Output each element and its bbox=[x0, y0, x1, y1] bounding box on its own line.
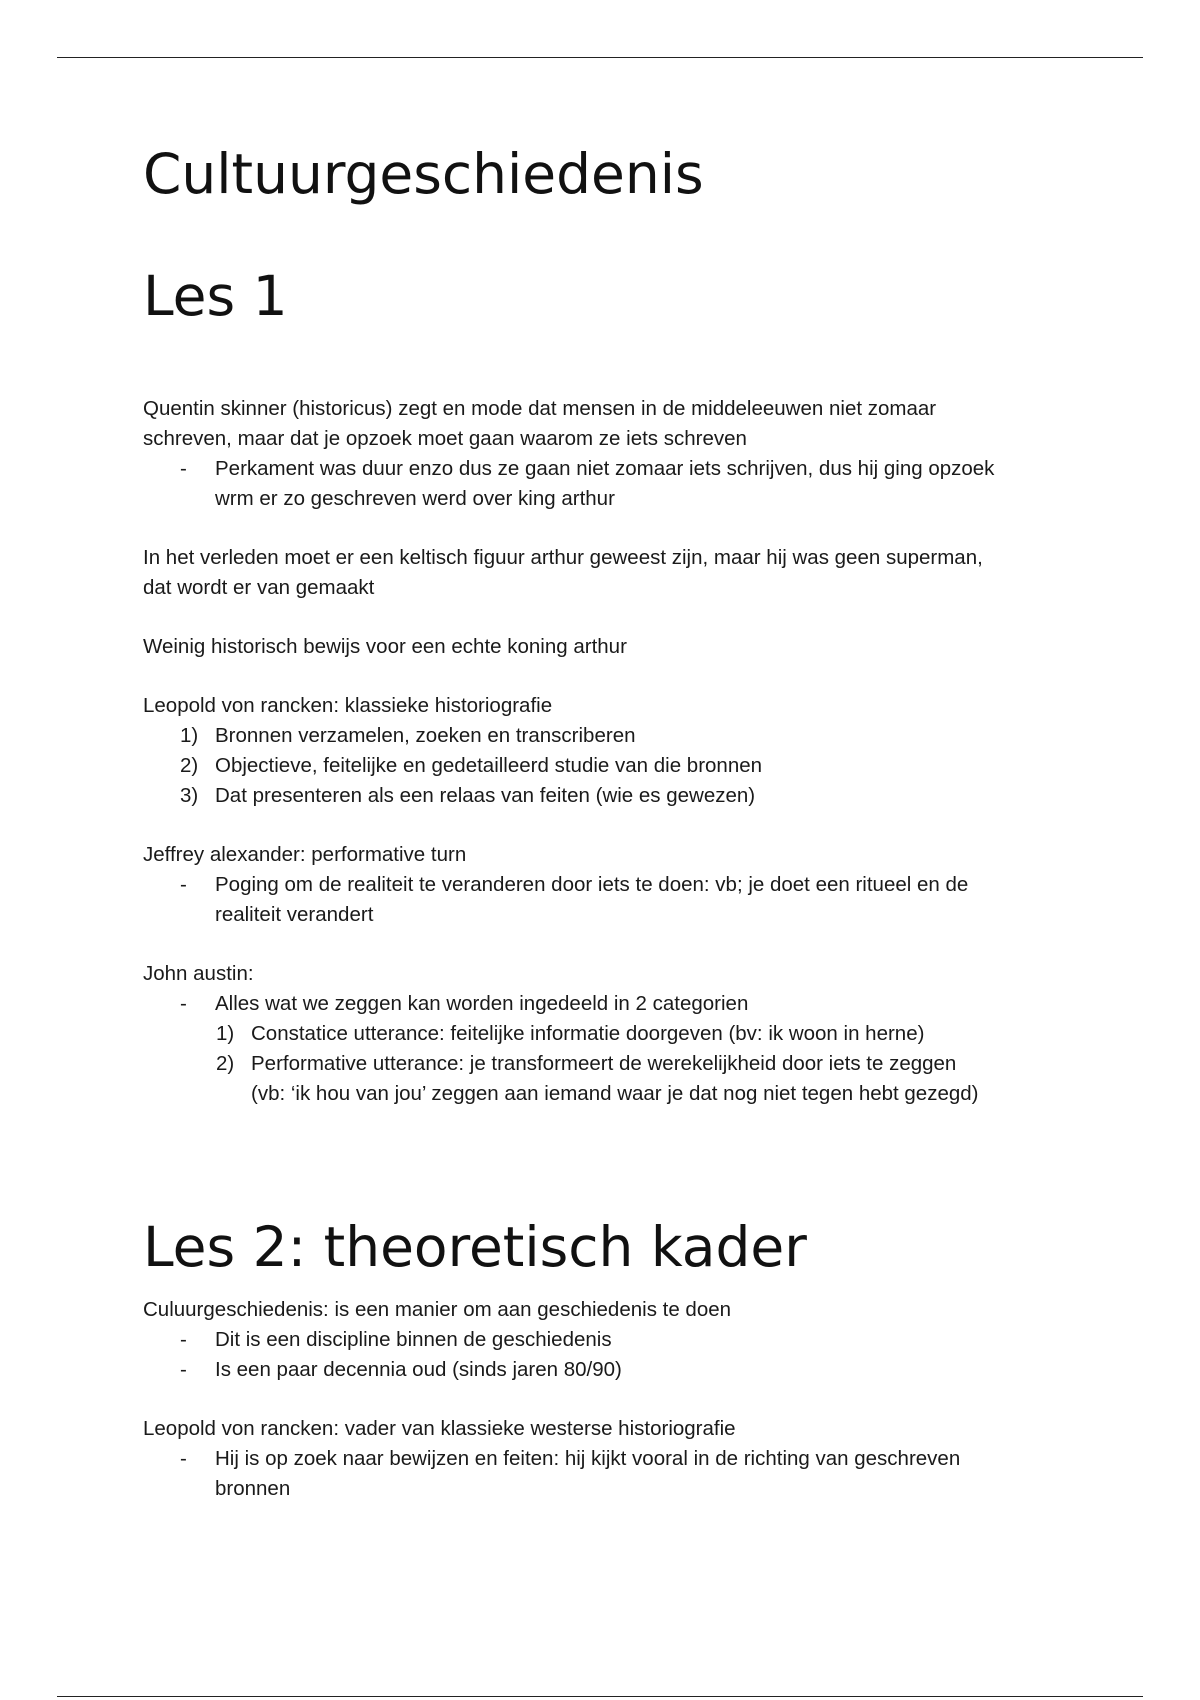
list-item-text: Dat presenteren als een relaas van feiten (wie es gewezen) bbox=[215, 784, 756, 807]
list-item-text: Hij is op zoek naar bewijzen en feiten: hij kijkt vooral in de richting van geschreven bbox=[215, 1447, 961, 1470]
dash-marker: - bbox=[180, 992, 187, 1015]
dash-marker: - bbox=[180, 873, 187, 896]
numbered-sublist bbox=[143, 1019, 1063, 1109]
list-item bbox=[143, 751, 1063, 781]
list-item bbox=[143, 781, 1063, 811]
list-item-text: Poging om de realiteit te veranderen door iets te doen: vb; je doet een ritueel en de bbox=[215, 873, 969, 896]
paragraph-rancken bbox=[143, 691, 1063, 811]
number-marker: 2) bbox=[180, 754, 199, 777]
list-item-text: (vb: ‘ik hou van jou’ zeggen aan iemand waar je dat nog niet tegen hebt gezegd) bbox=[251, 1082, 979, 1105]
list-item-text: realiteit verandert bbox=[215, 903, 374, 926]
list-item bbox=[143, 989, 1063, 1019]
bullet-list bbox=[143, 454, 1063, 514]
list-item bbox=[143, 870, 1063, 930]
top-rule bbox=[57, 57, 1143, 58]
bullet-list bbox=[143, 1444, 1063, 1504]
paragraph-bewijs bbox=[143, 632, 1063, 662]
paragraph-line: In het verleden moet er een keltisch figuur arthur geweest zijn, maar hij was geen superman, bbox=[143, 546, 983, 569]
paragraph-keltisch bbox=[143, 543, 1063, 603]
list-item-text: Objectieve, feitelijke en gedetailleerd studie van die bronnen bbox=[215, 754, 763, 777]
paragraph-line: Culuurgeschiedenis: is een manier om aan geschiedenis te doen bbox=[143, 1298, 732, 1321]
bullet-list bbox=[143, 1325, 1063, 1385]
paragraph-line: Weinig historisch bewijs voor een echte koning arthur bbox=[143, 635, 627, 658]
heading-les-1: Les 1 bbox=[143, 264, 288, 328]
paragraph-line: Quentin skinner (historicus) zegt en mode dat mensen in de middeleeuwen niet zomaar bbox=[143, 397, 937, 420]
list-item-text: Constatice utterance: feitelijke informatie doorgeven (bv: ik woon in herne) bbox=[251, 1022, 925, 1045]
dash-marker: - bbox=[180, 1328, 187, 1351]
bullet-list bbox=[143, 870, 1063, 930]
list-item bbox=[143, 454, 1063, 514]
list-item-text: Dit is een discipline binnen de geschiedenis bbox=[215, 1328, 612, 1351]
dash-marker: - bbox=[180, 1447, 187, 1470]
paragraph-line: schreven, maar dat je opzoek moet gaan waarom ze iets schreven bbox=[143, 427, 747, 450]
list-item-text: Alles wat we zeggen kan worden ingedeeld in 2 categorien bbox=[215, 992, 749, 1015]
list-item bbox=[143, 1325, 1063, 1355]
list-item bbox=[143, 1355, 1063, 1385]
paragraph-alexander bbox=[143, 840, 1063, 930]
list-item-text: Perkament was duur enzo dus ze gaan niet zomaar iets schrijven, dus hij ging opzoek bbox=[215, 457, 995, 480]
paragraph-austin bbox=[143, 959, 1063, 1109]
list-item bbox=[143, 1444, 1063, 1504]
dash-marker: - bbox=[180, 1358, 187, 1381]
numbered-list bbox=[143, 721, 1063, 811]
document-title: Cultuurgeschiedenis bbox=[143, 142, 704, 206]
paragraph-line: John austin: bbox=[143, 962, 254, 985]
bullet-list bbox=[143, 989, 1063, 1019]
number-marker: 2) bbox=[216, 1052, 235, 1075]
list-item-text: Is een paar decennia oud (sinds jaren 80/90) bbox=[215, 1358, 622, 1381]
list-item bbox=[143, 721, 1063, 751]
paragraph-skinner bbox=[143, 394, 1063, 514]
paragraph-line: Leopold von rancken: vader van klassieke westerse historiografie bbox=[143, 1417, 736, 1440]
number-marker: 1) bbox=[216, 1022, 235, 1045]
paragraph-culuur bbox=[143, 1295, 1063, 1385]
paragraph-rancken-2 bbox=[143, 1414, 1063, 1504]
list-item-text: Performative utterance: je transformeert de werekelijkheid door iets te zeggen bbox=[251, 1052, 957, 1075]
list-item bbox=[143, 1049, 1063, 1109]
heading-les-2: Les 2: theoretisch kader bbox=[143, 1215, 807, 1279]
number-marker: 1) bbox=[180, 724, 199, 747]
document-body bbox=[143, 138, 1063, 1504]
list-item-text: bronnen bbox=[215, 1477, 291, 1500]
list-item-text: wrm er zo geschreven werd over king arthur bbox=[215, 487, 615, 510]
paragraph-line: Jeffrey alexander: performative turn bbox=[143, 843, 467, 866]
bottom-rule bbox=[57, 1696, 1143, 1697]
list-item-text: Bronnen verzamelen, zoeken en transcriberen bbox=[215, 724, 636, 747]
paragraph-line: dat wordt er van gemaakt bbox=[143, 576, 375, 599]
list-item bbox=[143, 1019, 1063, 1049]
paragraph-line: Leopold von rancken: klassieke historiografie bbox=[143, 694, 553, 717]
number-marker: 3) bbox=[180, 784, 199, 807]
dash-marker: - bbox=[180, 457, 187, 480]
